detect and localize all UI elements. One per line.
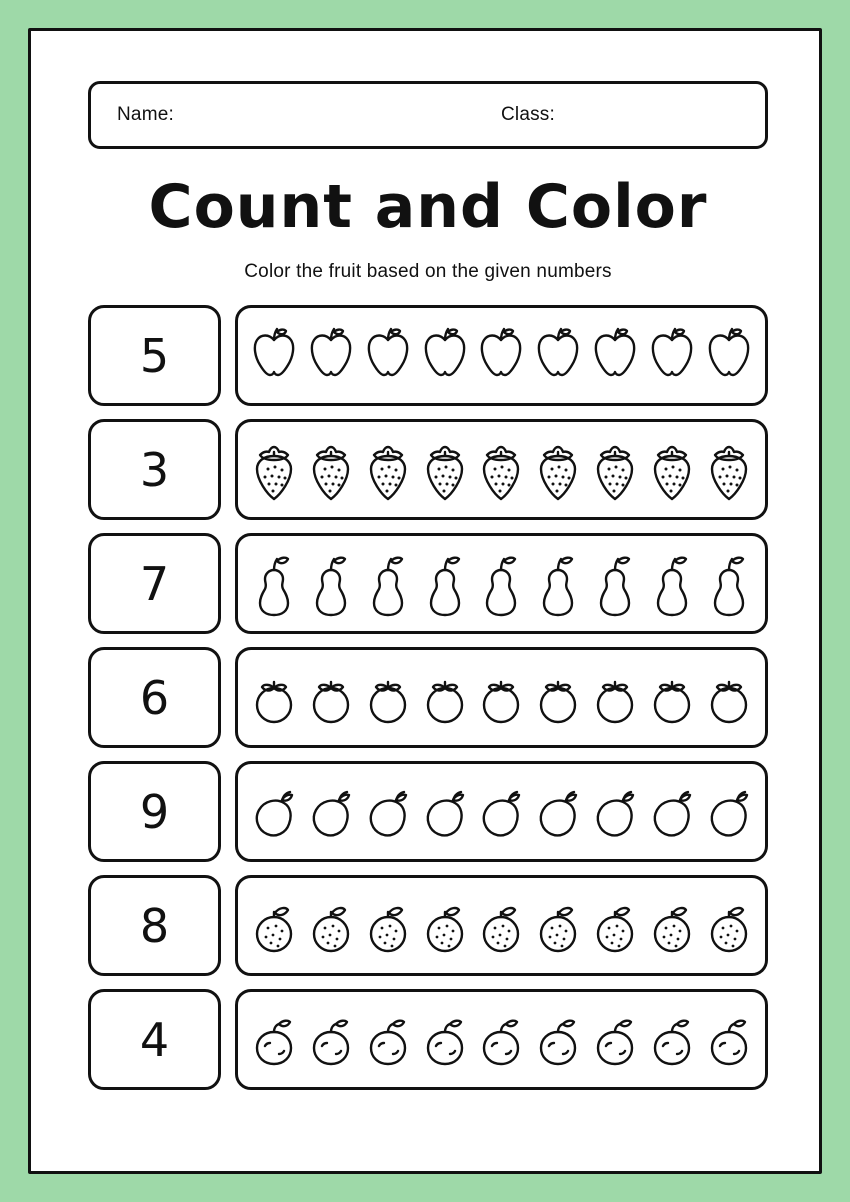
strawberry-icon[interactable] bbox=[589, 436, 641, 504]
orange-icon[interactable] bbox=[248, 892, 300, 960]
exercise-row bbox=[88, 533, 768, 634]
orange-icon[interactable] bbox=[419, 892, 471, 960]
exercise-row bbox=[88, 761, 768, 862]
persimmon-icon[interactable] bbox=[305, 664, 357, 732]
number-box[interactable] bbox=[88, 419, 221, 520]
worksheet-page bbox=[28, 28, 822, 1174]
number-box[interactable] bbox=[88, 761, 221, 862]
number-value: 8 bbox=[139, 898, 170, 953]
persimmon-icon[interactable] bbox=[475, 664, 527, 732]
page-subtitle: Color the fruit based on the given numbers bbox=[244, 261, 612, 282]
mango-icon[interactable] bbox=[419, 778, 471, 846]
mango-icon[interactable] bbox=[646, 778, 698, 846]
mango-icon[interactable] bbox=[532, 778, 584, 846]
name-label: Name: bbox=[117, 104, 174, 125]
number-value: 3 bbox=[139, 442, 170, 497]
persimmon-icon[interactable] bbox=[532, 664, 584, 732]
strawberry-icon[interactable] bbox=[362, 436, 414, 504]
exercise-rows bbox=[88, 305, 768, 1090]
apple-icon[interactable] bbox=[532, 322, 584, 390]
strawberry-icon[interactable] bbox=[419, 436, 471, 504]
lemon-icon[interactable] bbox=[475, 1006, 527, 1074]
orange-icon[interactable] bbox=[475, 892, 527, 960]
strawberry-icon[interactable] bbox=[305, 436, 357, 504]
number-box[interactable] bbox=[88, 305, 221, 406]
class-label: Class: bbox=[501, 104, 555, 125]
mango-icon[interactable] bbox=[305, 778, 357, 846]
number-value: 5 bbox=[139, 328, 170, 383]
pear-icon[interactable] bbox=[646, 550, 698, 618]
number-value: 9 bbox=[139, 784, 170, 839]
exercise-row bbox=[88, 647, 768, 748]
name-class-bar bbox=[88, 81, 768, 149]
mango-icon[interactable] bbox=[703, 778, 755, 846]
pear-icon[interactable] bbox=[475, 550, 527, 618]
lemon-icon[interactable] bbox=[589, 1006, 641, 1074]
pear-icon[interactable] bbox=[532, 550, 584, 618]
orange-icon[interactable] bbox=[532, 892, 584, 960]
number-box[interactable] bbox=[88, 875, 221, 976]
lemon-icon[interactable] bbox=[362, 1006, 414, 1074]
pear-icon[interactable] bbox=[419, 550, 471, 618]
number-box[interactable] bbox=[88, 989, 221, 1090]
exercise-row bbox=[88, 989, 768, 1090]
persimmon-icon[interactable] bbox=[419, 664, 471, 732]
pear-icon[interactable] bbox=[248, 550, 300, 618]
exercise-row bbox=[88, 875, 768, 976]
lemon-icon[interactable] bbox=[646, 1006, 698, 1074]
number-box[interactable] bbox=[88, 647, 221, 748]
fruit-row-pear bbox=[235, 533, 768, 634]
apple-icon[interactable] bbox=[589, 322, 641, 390]
apple-icon[interactable] bbox=[646, 322, 698, 390]
page-title: Count and Color bbox=[148, 172, 708, 242]
lemon-icon[interactable] bbox=[305, 1006, 357, 1074]
number-value: 7 bbox=[139, 556, 170, 611]
persimmon-icon[interactable] bbox=[362, 664, 414, 732]
exercise-row bbox=[88, 419, 768, 520]
lemon-icon[interactable] bbox=[248, 1006, 300, 1074]
mango-icon[interactable] bbox=[362, 778, 414, 846]
fruit-row-apple bbox=[235, 305, 768, 406]
apple-icon[interactable] bbox=[703, 322, 755, 390]
fruit-row-persimmon bbox=[235, 647, 768, 748]
persimmon-icon[interactable] bbox=[589, 664, 641, 732]
number-box[interactable] bbox=[88, 533, 221, 634]
orange-icon[interactable] bbox=[703, 892, 755, 960]
strawberry-icon[interactable] bbox=[475, 436, 527, 504]
strawberry-icon[interactable] bbox=[703, 436, 755, 504]
strawberry-icon[interactable] bbox=[248, 436, 300, 504]
apple-icon[interactable] bbox=[362, 322, 414, 390]
worksheet-content bbox=[88, 81, 768, 1103]
strawberry-icon[interactable] bbox=[646, 436, 698, 504]
orange-icon[interactable] bbox=[305, 892, 357, 960]
lemon-icon[interactable] bbox=[703, 1006, 755, 1074]
pear-icon[interactable] bbox=[362, 550, 414, 618]
persimmon-icon[interactable] bbox=[646, 664, 698, 732]
pear-icon[interactable] bbox=[703, 550, 755, 618]
orange-icon[interactable] bbox=[362, 892, 414, 960]
apple-icon[interactable] bbox=[248, 322, 300, 390]
fruit-row-mango bbox=[235, 761, 768, 862]
mango-icon[interactable] bbox=[475, 778, 527, 846]
persimmon-icon[interactable] bbox=[703, 664, 755, 732]
number-value: 6 bbox=[139, 670, 170, 725]
fruit-row-lemon bbox=[235, 989, 768, 1090]
number-value: 4 bbox=[139, 1012, 170, 1067]
apple-icon[interactable] bbox=[475, 322, 527, 390]
fruit-row-orange bbox=[235, 875, 768, 976]
lemon-icon[interactable] bbox=[532, 1006, 584, 1074]
mango-icon[interactable] bbox=[589, 778, 641, 846]
orange-icon[interactable] bbox=[589, 892, 641, 960]
strawberry-icon[interactable] bbox=[532, 436, 584, 504]
persimmon-icon[interactable] bbox=[248, 664, 300, 732]
lemon-icon[interactable] bbox=[419, 1006, 471, 1074]
pear-icon[interactable] bbox=[305, 550, 357, 618]
pear-icon[interactable] bbox=[589, 550, 641, 618]
fruit-row-strawberry bbox=[235, 419, 768, 520]
apple-icon[interactable] bbox=[305, 322, 357, 390]
mango-icon[interactable] bbox=[248, 778, 300, 846]
apple-icon[interactable] bbox=[419, 322, 471, 390]
orange-icon[interactable] bbox=[646, 892, 698, 960]
exercise-row bbox=[88, 305, 768, 406]
